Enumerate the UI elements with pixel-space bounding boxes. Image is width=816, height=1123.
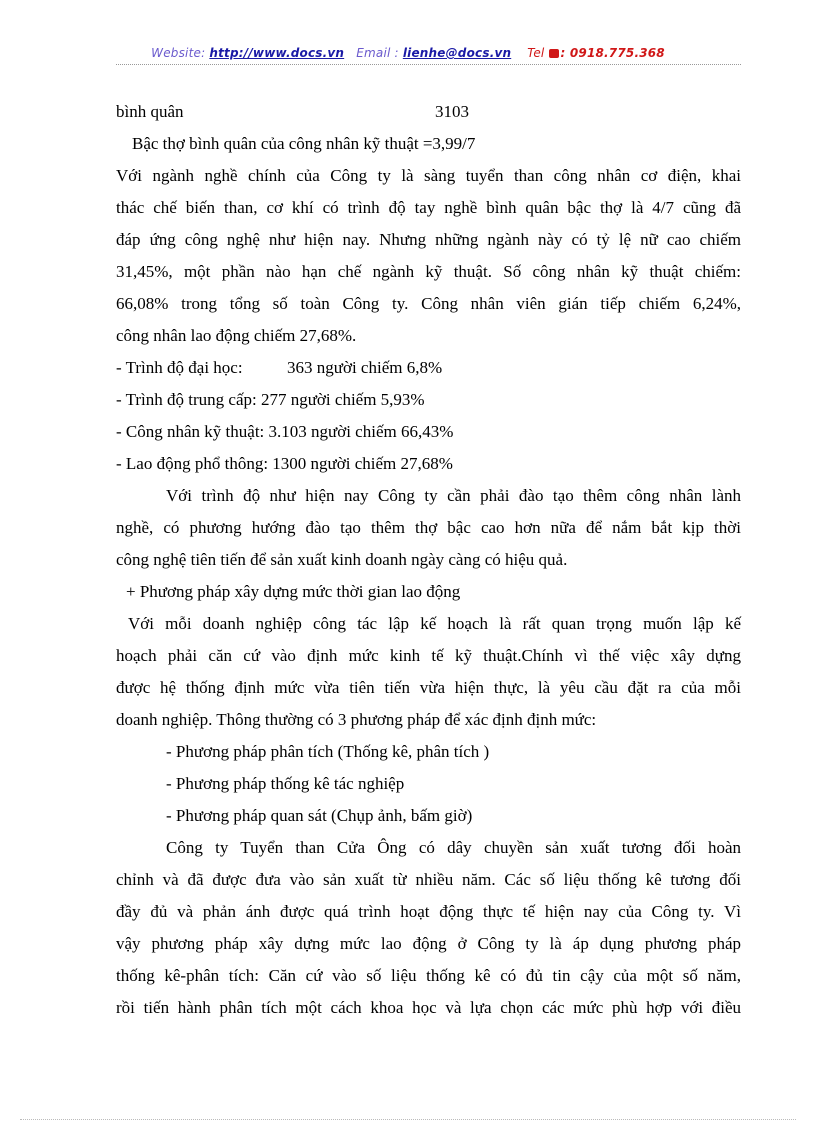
text-fragment-number: 3103 xyxy=(435,102,469,121)
header-divider xyxy=(116,64,741,65)
text-line: Công ty Tuyển than Cửa Ông có dây chuyền sản xuất tương đối hoàn xyxy=(166,838,741,857)
text-line: Với ngành nghề chính của Công ty là sàng tuyển than công nhân cơ điện, khai xyxy=(116,166,741,185)
text-line: 66,08% trong tổng số toàn Công ty. Công nhân viên gián tiếp chiếm 6,24%, xyxy=(116,294,741,313)
text-line: vậy phương pháp xây dựng mức lao động ở Công ty là áp dụng phương pháp xyxy=(116,934,741,953)
text-fragment: 363 người chiếm 6,8% xyxy=(287,358,443,377)
text-line: doanh nghiệp. Thông thường có 3 phương pháp để xác định định mức: xyxy=(116,710,597,729)
text-line: - Phương pháp thống kê tác nghiệp xyxy=(166,774,405,793)
phone-icon xyxy=(549,49,559,58)
text-line: - Phương pháp phân tích (Thống kê, phân tích ) xyxy=(166,742,490,761)
text-line: - Trình độ trung cấp: 277 người chiếm 5,93% xyxy=(116,390,425,409)
page-header xyxy=(0,46,816,60)
text-line: hoạch phải căn cứ vào định mức kinh tế kỹ thuật.Chính vì thế việc xây dựng xyxy=(116,646,741,665)
text-fragment: - Trình độ đại học: xyxy=(116,358,243,377)
website-label: Website: xyxy=(151,46,206,60)
text-line: 31,45%, một phần nào hạn chế ngành kỹ thuật. Số công nhân kỹ thuật chiếm: xyxy=(116,262,741,281)
email-link[interactable]: lienhe@docs.vn xyxy=(402,46,512,60)
text-line: công nhân lao động chiếm 27,68%. xyxy=(116,326,357,345)
text-line: chỉnh và đã được đưa vào sản xuất từ nhiều năm. Các số liệu thống kê tương đối xyxy=(116,870,741,889)
text-line: - Lao động phổ thông: 1300 người chiếm 27,68% xyxy=(116,454,453,473)
text-line: Với mỗi doanh nghiệp công tác lập kế hoạch là rất quan trọng muốn lập kế xyxy=(128,614,741,633)
website-link[interactable]: http://www.docs.vn xyxy=(209,46,345,60)
tel-label: Tel xyxy=(527,46,545,60)
text-line: đầy đủ và phản ánh được quá trình hoạt động thực tế hiện nay của Công ty. Vì xyxy=(116,902,741,921)
text-line: công nghệ tiên tiến để sản xuất kinh doanh ngày càng có hiệu quả. xyxy=(116,550,568,569)
text-line: - Phương pháp quan sát (Chụp ảnh, bấm giờ) xyxy=(166,806,473,825)
text-line: Bậc thợ bình quân của công nhân kỹ thuật =3,99/7 xyxy=(132,134,476,153)
text-line: thống kê-phân tích: Căn cứ vào số liệu thống kê có đủ tin cậy của một số năm, xyxy=(116,966,741,985)
text-line: rồi tiến hành phân tích một cách khoa học và lựa chọn các mức phù hợp với điều xyxy=(116,998,741,1017)
text-line: Với trình độ như hiện nay Công ty cần phải đào tạo thêm công nhân lành xyxy=(166,486,741,505)
text-line: - Công nhân kỹ thuật: 3.103 người chiếm 66,43% xyxy=(116,422,454,441)
text-line: nghề, có phương hướng đào tạo thêm thợ bậc cao hơn nữa để nắm bắt kịp thời xyxy=(116,518,741,537)
text-line: + Phương pháp xây dựng mức thời gian lao động xyxy=(126,582,461,601)
text-fragment: bình quân xyxy=(116,102,184,121)
text-line: đáp ứng công nghệ như hiện nay. Nhưng những ngành này có tỷ lệ nữ cao chiếm xyxy=(116,230,741,249)
text-line xyxy=(116,101,741,123)
text-line: được hệ thống định mức vừa tiên tiến vừa hiện thực, là yêu cầu đặt ra của mỗi xyxy=(116,678,741,697)
footer-divider xyxy=(20,1119,796,1120)
email-label: Email : xyxy=(356,46,399,60)
tel-number: : 0918.775.368 xyxy=(560,46,665,60)
text-line: thác chế biến than, cơ khí có trình độ tay nghề bình quân bậc thợ là 4/7 cũng đã xyxy=(116,198,741,217)
text-line xyxy=(116,357,741,379)
